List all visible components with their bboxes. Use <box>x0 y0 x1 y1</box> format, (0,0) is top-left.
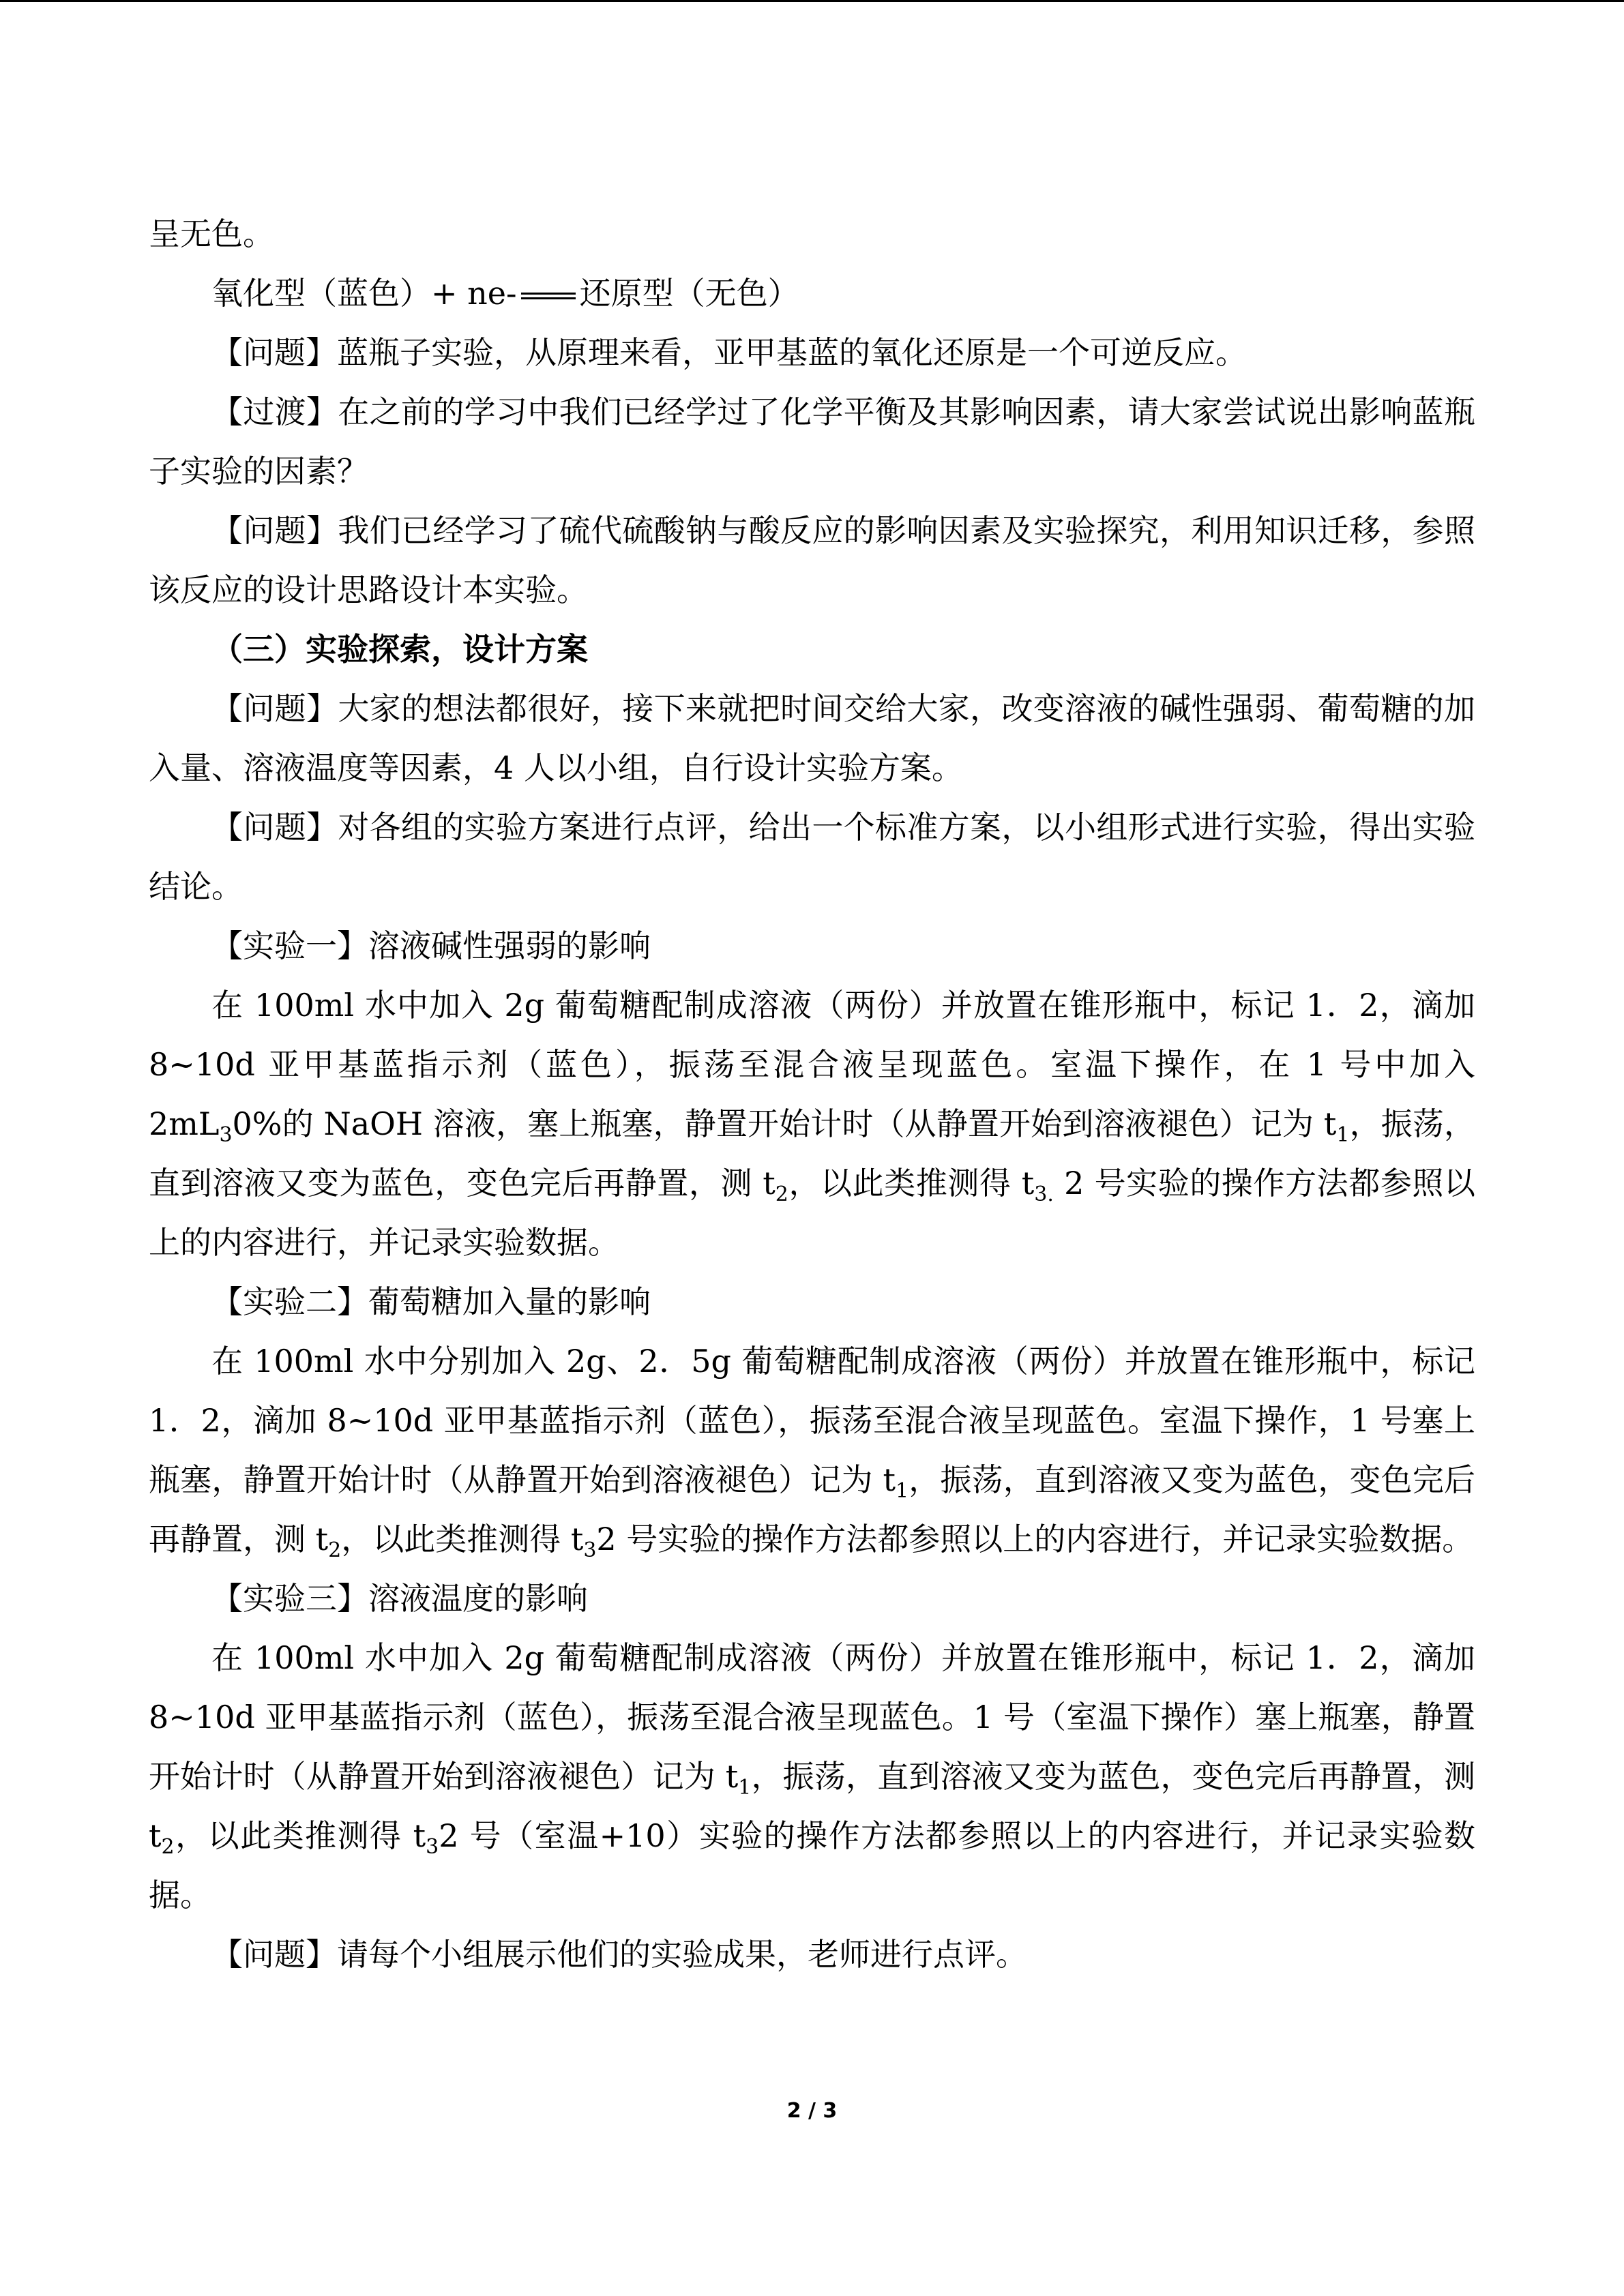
text-segment: 2 号实验的操作方法都参照以上的内容进行，并记录实验数据。 <box>149 1165 1475 1261</box>
paragraph-question-4: 【问题】对各组的实验方案进行点评，给出一个标准方案，以小组形式进行实验，得出实验结论。 <box>149 809 1475 905</box>
experiment-2-body <box>149 1332 1475 1569</box>
subscript-text: 2 <box>161 1835 175 1860</box>
subscript-text: 1 <box>738 1776 752 1800</box>
text-segment: ，以此类推测得 t <box>788 1165 1035 1202</box>
experiment-3-title: 【实验三】溶液温度的影响 <box>211 1580 588 1617</box>
subscript-text: 3. <box>1034 1182 1054 1207</box>
top-border-line <box>0 0 1624 2</box>
paragraph-1: 呈无色。 <box>149 215 274 252</box>
text-segment: 2 号实验的操作方法都参照以上的内容进行，并记录实验数据。 <box>596 1521 1474 1557</box>
text-segment: 在 100ml 水中分别加入 2g、2．5g 葡萄糖配制成溶液（两份）并放置在锥形瓶中，标记 1．2，滴加 8~10d 亚甲基蓝指示剂（蓝色），振荡至混合液呈现蓝色。室温下操作，1 号塞上瓶塞，静置开始计时（从静置开始到溶液褪色）记为 t <box>149 1343 1475 1498</box>
text-segment: ，以此类推测得 t <box>341 1521 584 1557</box>
paragraph-question-2: 【问题】我们已经学习了硫代硫酸钠与酸反应的影响因素及实验探究，利用知识迁移，参照该反应的设计思路设计本实验。 <box>149 512 1475 608</box>
subscript-text: 3 <box>219 1123 233 1148</box>
subscript-text: 3 <box>426 1835 439 1860</box>
text-segment: ，以此类推测得 t <box>174 1817 426 1854</box>
experiment-1-body <box>149 976 1475 1272</box>
text-segment: ，振荡，直到溶液又变为蓝色，变色完后再静置，测 t <box>149 1105 1475 1202</box>
equation-left: 氧化型（蓝色）+ ne- <box>211 275 517 312</box>
subscript-text: 2 <box>775 1182 788 1207</box>
equation-line <box>149 264 1475 323</box>
paragraph-question-5: 【问题】请每个小组展示他们的实验成果，老师进行点评。 <box>211 1936 1027 1973</box>
subscript-text: 3 <box>583 1538 597 1563</box>
paragraph-question-1: 【问题】蓝瓶子实验，从原理来看，亚甲基蓝的氧化还原是一个可逆反应。 <box>211 334 1247 371</box>
section-heading: （三）实验探索，设计方案 <box>211 631 588 668</box>
paragraph-question-3: 【问题】大家的想法都很好，接下来就把时间交给大家，改变溶液的碱性强弱、葡萄糖的加入量、溶液温度等因素，4 人以小组，自行设计实验方案。 <box>149 690 1475 786</box>
text-segment: 在 100ml 水中加入 2g 葡萄糖配制成溶液（两份）并放置在锥形瓶中，标记 1．2，滴加 8~10d 亚甲基蓝指示剂（蓝色），振荡至混合液呈现蓝色。1 号（室温下操作）塞上瓶塞，静置开始计时（从静置开始到溶液褪色）记为 t <box>149 1639 1475 1795</box>
experiment-1-title: 【实验一】溶液碱性强弱的影响 <box>211 927 651 964</box>
text-segment: 2 号（室温+10）实验的操作方法都参照以上的内容进行，并记录实验数据。 <box>149 1817 1475 1913</box>
document-body <box>149 205 1475 1984</box>
paragraph-transition: 【过渡】在之前的学习中我们已经学过了化学平衡及其影响因素，请大家尝试说出影响蓝瓶子实验的因素？ <box>149 393 1475 490</box>
equation-right: 还原型（无色） <box>579 275 799 312</box>
text-segment: ，振荡，直到溶液又变为蓝色，变色完后再静置，测 t <box>149 1461 1476 1557</box>
experiment-2-title: 【实验二】葡萄糖加入量的影响 <box>211 1283 651 1320</box>
experiment-3-body <box>149 1628 1475 1925</box>
text-segment: ，振荡，直到溶液又变为蓝色，变色完后再静置，测 t <box>149 1758 1476 1854</box>
equilibrium-arrow-icon <box>521 291 576 301</box>
subscript-text: 2 <box>328 1538 342 1563</box>
subscript-text: 1 <box>1336 1123 1350 1148</box>
subscript-text: 1 <box>896 1479 909 1504</box>
page-number: 2 / 3 <box>786 2099 838 2123</box>
text-segment: 在 100ml 水中加入 2g 葡萄糖配制成溶液（两份）并放置在锥形瓶中，标记 1．2，滴加 8~10d 亚甲基蓝指示剂（蓝色），振荡至混合液呈现蓝色。室温下操作，在 1 号中加入 2mL <box>149 987 1475 1142</box>
text-segment: 0%的 NaOH 溶液，塞上瓶塞，静置开始计时（从静置开始到溶液褪色）记为 t <box>232 1105 1337 1142</box>
